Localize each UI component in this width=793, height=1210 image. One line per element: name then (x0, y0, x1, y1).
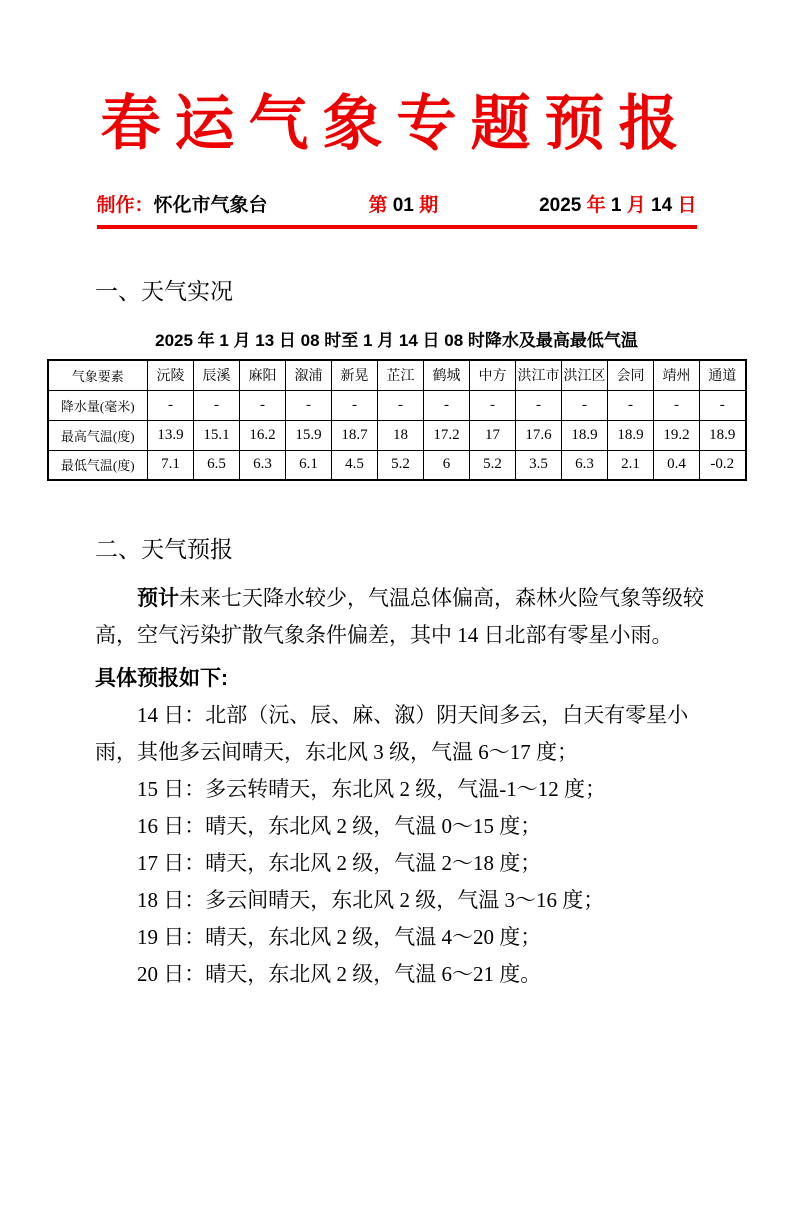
table-header-cell: 洪江市 (516, 360, 562, 390)
table-cell: 7.1 (148, 450, 194, 480)
table-header-cell: 靖州 (654, 360, 700, 390)
table-cell: 6.3 (562, 450, 608, 480)
table-cell: - (148, 390, 194, 420)
forecast-line: 19 日：晴天，东北风 2 级，气温 4～20 度； (137, 925, 542, 949)
section-1-heading: 一、天气实况 (95, 278, 233, 304)
table-cell: 17 (470, 420, 516, 450)
table-row (48, 450, 746, 480)
date-day: 14 (651, 195, 678, 216)
table-cell: - (516, 390, 562, 420)
issue-suffix: 期 (419, 195, 439, 216)
row-label-cell: 最低气温(度) (48, 450, 148, 480)
table-cell: - (470, 390, 516, 420)
table-cell: 0.4 (654, 450, 700, 480)
table-cell: 18 (378, 420, 424, 450)
document-page (0, 88, 793, 1210)
table-cell: - (194, 390, 240, 420)
table-cell: 18.7 (332, 420, 378, 450)
table-header-cell: 会同 (608, 360, 654, 390)
table-cell: 19.2 (654, 420, 700, 450)
table-cell: 6.3 (240, 450, 286, 480)
table-header-cell: 气象要素 (48, 360, 148, 390)
table-cell: 6.5 (194, 450, 240, 480)
date-year: 2025 (539, 195, 587, 216)
date-month: 1 (610, 195, 627, 216)
masthead-info-bar (97, 190, 697, 229)
table-cell: - (608, 390, 654, 420)
table-cell: - (562, 390, 608, 420)
table-cell: 4.5 (332, 450, 378, 480)
table-cell: 16.2 (240, 420, 286, 450)
table-cell: 15.9 (286, 420, 332, 450)
table-cell: 5.2 (378, 450, 424, 480)
row-label-cell: 降水量(毫米) (48, 390, 148, 420)
forecast-line: 16 日：晴天，东北风 2 级，气温 0～15 度； (137, 814, 542, 838)
forecast-summary (95, 580, 705, 654)
issue-number (368, 190, 438, 217)
table-header-cell: 辰溪 (194, 360, 240, 390)
table-cell: - (700, 390, 746, 420)
table-cell: 13.9 (148, 420, 194, 450)
table-header-cell: 新晃 (332, 360, 378, 390)
forecast-summary-lead: 预计 (137, 586, 179, 610)
forecast-line: 18 日：多云间晴天，东北风 2 级，气温 3～16 度； (137, 888, 605, 912)
forecast-list (95, 697, 705, 993)
table-header-row (48, 360, 746, 390)
issue-value: 01 (387, 195, 420, 216)
section-2-heading: 二、天气预报 (95, 536, 233, 562)
date-year-unit: 年 (586, 195, 611, 216)
table-cell: - (332, 390, 378, 420)
table-header-cell: 通道 (700, 360, 746, 390)
table-cell: -0.2 (700, 450, 746, 480)
table-header-cell: 鹤城 (424, 360, 470, 390)
forecast-line: 14 日：北部（沅、辰、麻、溆）阴天间多云，白天有零星小雨，其他多云间晴天，东北风 3 级，气温 6～17 度； (95, 703, 689, 764)
table-cell: - (286, 390, 332, 420)
table-cell: 18.9 (608, 420, 654, 450)
table-cell: 2.1 (608, 450, 654, 480)
forecast-line: 20 日：晴天，东北风 2 级，气温 6～21 度。 (137, 962, 542, 986)
weather-table (47, 359, 747, 481)
table-cell: 6.1 (286, 450, 332, 480)
producer-name: 怀化市气象台 (153, 195, 268, 216)
date-day-unit: 日 (677, 195, 697, 216)
table-header-cell: 麻阳 (240, 360, 286, 390)
table-cell: 6 (424, 450, 470, 480)
table-cell: 17.2 (424, 420, 470, 450)
table-header-cell: 沅陵 (148, 360, 194, 390)
forecast-line: 17 日：晴天，东北风 2 级，气温 2～18 度； (137, 851, 542, 875)
table-cell: 3.5 (516, 450, 562, 480)
table-cell: - (654, 390, 700, 420)
table-cell: 18.9 (562, 420, 608, 450)
forecast-line: 15 日：多云转晴天，东北风 2 级，气温-1～12 度； (137, 777, 606, 801)
detail-heading: 具体预报如下: (95, 667, 228, 690)
table-row (48, 390, 746, 420)
forecast-summary-text: 未来七天降水较少，气温总体偏高，森林火险气象等级较高，空气污染扩散气象条件偏差，其中 14 日北部有零星小雨。 (95, 586, 704, 647)
producer (97, 190, 268, 217)
table-row (48, 420, 746, 450)
table-cell: - (424, 390, 470, 420)
table-cell: 15.1 (194, 420, 240, 450)
table-header-cell: 中方 (470, 360, 516, 390)
weather-table-caption: 2025 年 1 月 13 日 08 时至 1 月 14 日 08 时降水及最高最低气温 (155, 331, 638, 350)
row-label-cell: 最高气温(度) (48, 420, 148, 450)
table-header-cell: 洪江区 (562, 360, 608, 390)
table-header-cell: 溆浦 (286, 360, 332, 390)
table-cell: 17.6 (516, 420, 562, 450)
forecast-body (95, 580, 705, 993)
table-cell: 5.2 (470, 450, 516, 480)
document-title: 春运气象专题预报 (100, 91, 693, 157)
table-header-cell: 芷江 (378, 360, 424, 390)
table-cell: - (240, 390, 286, 420)
date-month-unit: 月 (626, 195, 652, 216)
issue-prefix: 第 (368, 195, 388, 216)
table-cell: - (378, 390, 424, 420)
table-cell: 18.9 (700, 420, 746, 450)
producer-label: 制作： (96, 195, 154, 216)
issue-date (539, 190, 696, 217)
